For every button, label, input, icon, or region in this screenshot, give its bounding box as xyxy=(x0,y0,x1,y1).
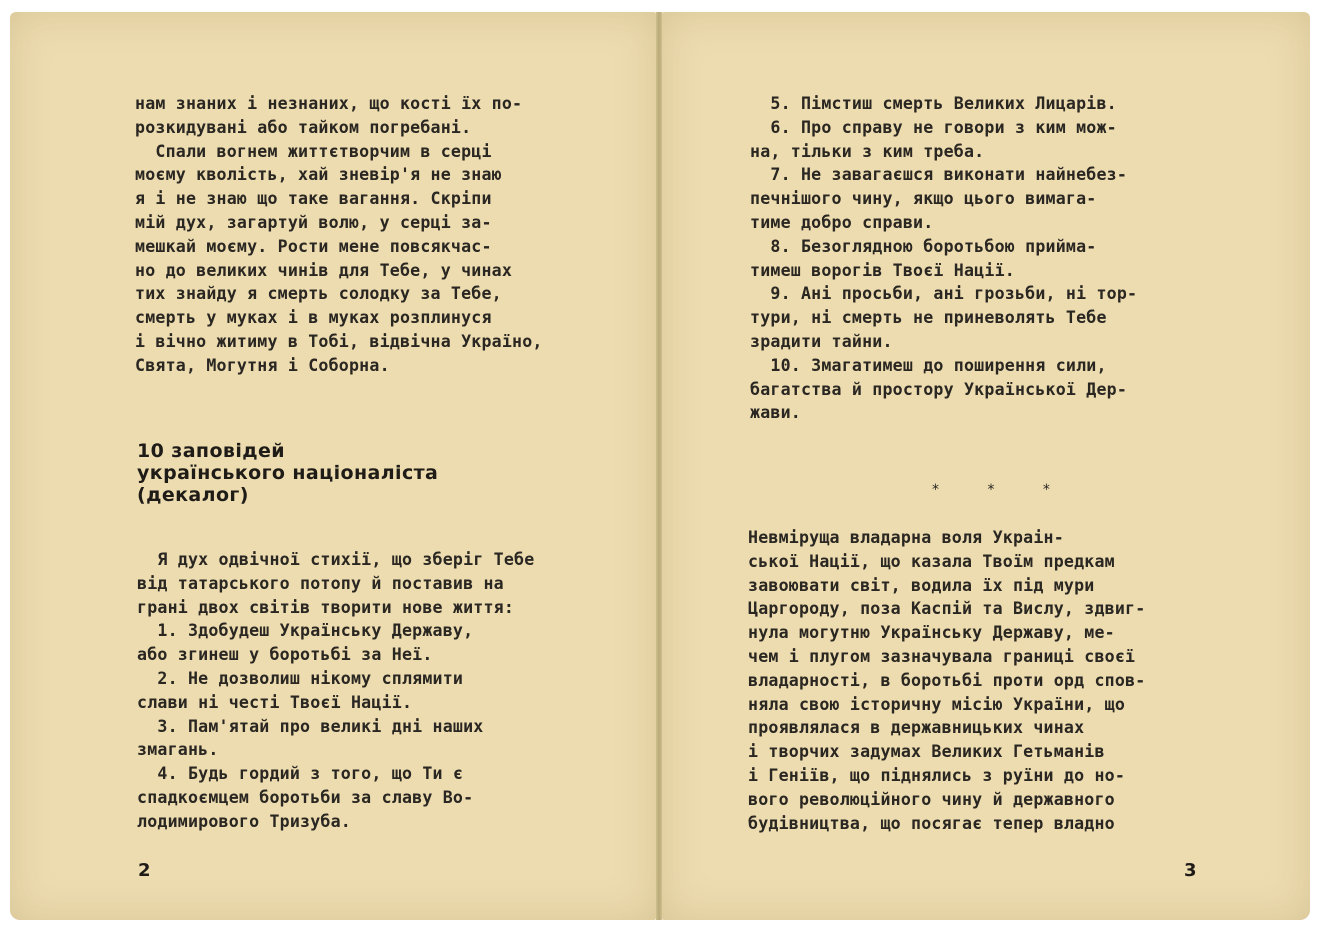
text-line: на, тільки з ким треба. xyxy=(750,141,985,161)
right-page xyxy=(662,12,1310,920)
text-line: спадкоємцем боротьби за славу Во- xyxy=(137,787,474,807)
text-line: Царгороду, поза Каспій та Вислу, здвиг- xyxy=(748,599,1146,619)
text-line: нула могутню Українську Державу, ме- xyxy=(748,623,1115,643)
text-line: будівництва, що посягає тепер владно xyxy=(748,813,1115,833)
right-page-top-text xyxy=(750,92,1137,425)
left-page xyxy=(10,12,656,920)
text-line: жави. xyxy=(750,403,801,423)
text-line: печнішого чину, якщо цього вимага- xyxy=(750,189,1097,209)
text-line: мій дух, загартуй волю, у серці за- xyxy=(135,212,492,232)
text-line: багатства й простору Української Дер- xyxy=(750,379,1128,399)
text-line: мешкай моєму. Рости мене повсякчас- xyxy=(135,236,492,256)
text-line: 3. Пам'ятай про великі дні наших xyxy=(137,716,484,736)
text-line: 10. Змагатимеш до поширення сили, xyxy=(750,355,1107,375)
text-line: тих знайду я смерть солодку за Тебе, xyxy=(135,284,502,304)
text-line: слави ні честі Твоєї Нації. xyxy=(137,692,413,712)
text-line: я і не знаю що таке вагання. Скріпи xyxy=(135,189,492,209)
text-line: 4. Будь гордий з того, що Ти є xyxy=(137,764,464,784)
heading-line: (декалог) xyxy=(137,484,249,506)
text-line: тимеш ворогів Твоєї Нації. xyxy=(750,260,1015,280)
text-line: Свята, Могутня і Соборна. xyxy=(135,355,390,375)
text-line: владарності, в боротьбі проти орд спов- xyxy=(748,670,1146,690)
text-line: завоювати світ, водила їх під мури xyxy=(748,575,1095,595)
text-line: 8. Безоглядною боротьбою прийма- xyxy=(750,236,1097,256)
text-line: і Геніїв, що піднялись з руїни до но- xyxy=(748,765,1126,785)
text-line: грані двох світів творити нове життя: xyxy=(137,597,515,617)
heading-line: українського націоналіста xyxy=(137,462,439,484)
text-line: змагань. xyxy=(137,740,219,760)
text-line: Я дух одвічної стихії, що зберіг Тебе xyxy=(137,550,535,569)
text-line: тиме добро справи. xyxy=(750,212,934,232)
text-line: 5. Пімстиш смерть Великих Лицарів. xyxy=(750,94,1117,113)
left-page-bottom-text xyxy=(137,548,534,834)
text-line: 9. Ані просьби, ані грозьби, ні тор- xyxy=(750,284,1138,304)
section-ornament: * * * xyxy=(932,482,1072,498)
text-line: проявлялася в державницьких чинах xyxy=(748,718,1085,738)
text-line: чем і плугом зазначувала границі своєї xyxy=(748,646,1136,666)
left-page-top-text xyxy=(135,92,543,378)
text-line: і вічно житиму в Тобі, відвічна Україно, xyxy=(135,331,543,351)
text-line: розкидувані або тайком погребані. xyxy=(135,117,472,137)
text-line: Невміруща владарна воля Украін- xyxy=(748,528,1064,547)
page-number-right: 3 xyxy=(1184,860,1197,881)
text-line: вого революційного чину й державного xyxy=(748,789,1115,809)
text-line: Спали вогнем життєтворчим в серці xyxy=(135,141,492,161)
text-line: смерть у муках і в муках розплинуся xyxy=(135,308,492,328)
text-line: нам знаних і незнаних, що кості їх по- xyxy=(135,94,523,113)
text-line: моєму кволість, хай зневір'я не знаю xyxy=(135,165,502,185)
right-page-bottom-text xyxy=(748,526,1145,835)
text-line: від татарського потопу й поставив на xyxy=(137,573,504,593)
text-line: няла свою історичну місію України, що xyxy=(748,694,1126,714)
heading-line: 10 заповідей xyxy=(137,440,285,462)
text-line: ської Нації, що казала Твоїм предкам xyxy=(748,551,1115,571)
page-number-left: 2 xyxy=(138,860,151,881)
text-line: лодимирового Тризуба. xyxy=(137,811,351,831)
text-line: зрадити тайни. xyxy=(750,331,893,351)
text-line: 1. Здобудеш Українську Державу, xyxy=(137,621,474,641)
text-line: 7. Не завагаєшся виконати найнебез- xyxy=(750,165,1128,185)
text-line: тури, ні смерть не приневолять Тебе xyxy=(750,308,1107,328)
text-line: або згинеш у боротьбі за Неї. xyxy=(137,645,433,665)
text-line: і творчих задумах Великих Гетьманів xyxy=(748,742,1105,762)
decalogue-heading xyxy=(137,440,438,506)
text-line: но до великих чинів для Тебе, у чинах xyxy=(135,260,513,280)
text-line: 6. Про справу не говори з ким мож- xyxy=(750,117,1117,137)
text-line: 2. Не дозволиш нікому сплямити xyxy=(137,668,464,688)
